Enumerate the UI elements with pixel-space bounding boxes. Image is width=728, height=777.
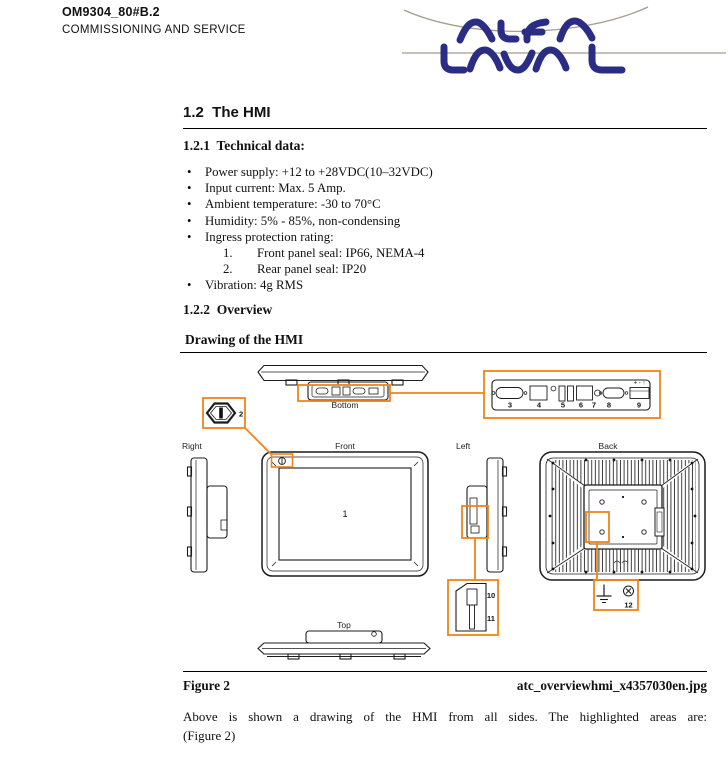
- callout-9: 9: [636, 400, 642, 410]
- list-item-text: Humidity: 5% - 85%, non-condensing: [205, 213, 401, 228]
- callout-3: 3: [507, 400, 513, 410]
- numbered-sub-item: [223, 261, 707, 277]
- list-item: [183, 277, 707, 293]
- caption-rule: [183, 671, 707, 672]
- callout-8: 8: [606, 400, 612, 410]
- list-item: [183, 196, 707, 212]
- callout-7: 7: [591, 400, 597, 410]
- paragraph-line: Above is shown a drawing of the HMI from all sides. The highlighted areas are:: [183, 709, 707, 724]
- sub-item-number: 2.: [223, 262, 233, 277]
- front-power-icon: [279, 458, 286, 465]
- overview-heading: 1.2.2 Overview: [183, 302, 273, 317]
- list-item-text: Ambient temperature: -30 to 70°C: [205, 197, 381, 212]
- list-item: [183, 213, 707, 229]
- view-label-front: Front: [335, 441, 355, 451]
- document-code: OM9304_80#B.2: [62, 5, 160, 19]
- callout-4: 4: [536, 400, 542, 410]
- view-label-left: Left: [456, 441, 471, 451]
- drawing-heading: Drawing of the HMI: [185, 332, 304, 347]
- list-item: [183, 180, 707, 196]
- view-label-top: Top: [337, 620, 351, 630]
- power-key-symbol: [207, 404, 235, 423]
- technical-data-list: [183, 164, 707, 294]
- bullet-marker: •: [187, 197, 192, 212]
- top-view: [258, 631, 430, 659]
- bullet-marker: •: [187, 181, 192, 196]
- figure-label: Figure 2: [183, 678, 231, 693]
- document-subtitle: COMMISSIONING AND SERVICE: [62, 24, 246, 36]
- back-view: [540, 452, 705, 580]
- hmi-technical-drawing: [0, 360, 728, 660]
- figure-caption: [183, 678, 707, 694]
- slot-detail-view: [456, 584, 486, 632]
- bottom-view: [258, 366, 428, 401]
- list-item-text: Vibration: 4g RMS: [205, 278, 304, 293]
- list-item: [183, 229, 707, 245]
- sub-item-text: Rear panel seal: IP20: [257, 262, 367, 277]
- callout-12: 12: [624, 600, 633, 610]
- callout-11: 11: [487, 614, 495, 623]
- bullet-marker: •: [187, 165, 192, 179]
- section-heading-rule: [183, 128, 707, 129]
- view-label-back: Back: [598, 441, 618, 451]
- bullet-marker: •: [187, 278, 192, 293]
- bullet-marker: •: [187, 213, 192, 228]
- sub-item-text: Front panel seal: IP66, NEMA-4: [257, 246, 425, 261]
- body-paragraph: [183, 708, 707, 745]
- sub-item-number: 1.: [223, 246, 233, 261]
- list-item-text: Input current: Max. 5 Amp.: [205, 181, 346, 196]
- bullet-marker: •: [187, 229, 192, 244]
- callout-10: 10: [486, 591, 496, 600]
- leader-to-front-icon: [245, 428, 272, 455]
- list-item-text: Ingress protection rating:: [205, 229, 334, 244]
- callout-2-power-key: 2: [239, 409, 244, 419]
- paragraph-line: (Figure 2): [183, 727, 236, 743]
- view-label-bottom: Bottom: [331, 400, 359, 410]
- left-view: [467, 458, 507, 572]
- section-heading: 1.2 The HMI: [183, 104, 271, 121]
- list-item: [183, 164, 707, 180]
- callout-6: 6: [578, 400, 584, 410]
- callout-1-screen: 1: [342, 509, 348, 519]
- terminal-polarity-marks: + - ↑: [633, 380, 646, 387]
- alfa-laval-logo-icon: [400, 0, 728, 95]
- view-label-right: Right: [182, 441, 202, 451]
- figure-filename: atc_overviewhmi_x4357030en.jpg: [516, 678, 707, 693]
- connector-detail-view: [492, 380, 650, 410]
- drawing-heading-rule: [180, 352, 707, 353]
- document-header: [62, 5, 246, 36]
- numbered-sub-item: [223, 245, 707, 261]
- list-item-text: Power supply: +12 to +28VDC(10–32VDC): [205, 165, 433, 179]
- connector-detail-box: [484, 371, 660, 418]
- callout-5: 5: [560, 400, 566, 410]
- technical-data-heading: 1.2.1 Technical data:: [183, 138, 305, 153]
- right-view: [188, 458, 228, 572]
